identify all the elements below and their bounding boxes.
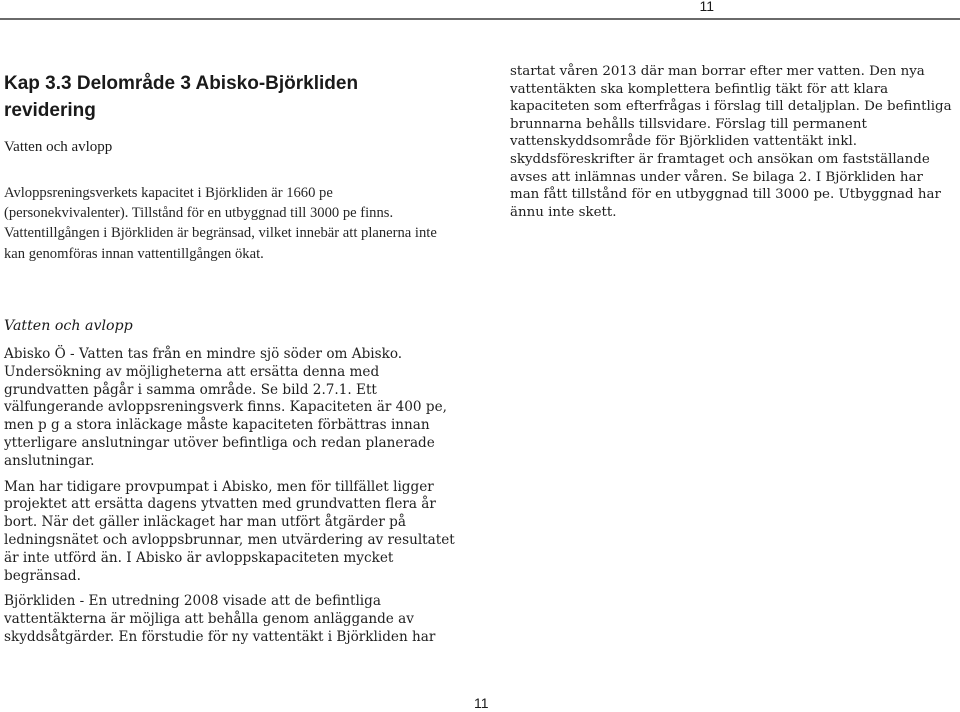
bottom-text — [4, 346, 462, 655]
section-heading: Vatten och avlopp — [4, 318, 133, 334]
left-paragraph: Avloppsreningsverkets kapacitet i Björkliden är 1660 pe (personekvivalenter). Tillstånd för en utbyggnad till 3000 pe finns. — [4, 185, 394, 222]
header-page-number: 11 — [699, 0, 714, 14]
document-title: Kap 3.3 Delområde 3 Abisko-Björkliden revidering — [4, 73, 359, 121]
header-rule — [0, 18, 960, 20]
body-paragraph: Abisko Ö - Vatten tas från en mindre sjö söder om Abisko. Undersökning av möjligheterna att ersätta denna med grundvatten pågår i samma område. Se bild 2.7.1. Ett välfungerande avloppsreningsverk finns. Kapaciteten är 400 pe, men p g a stora inläckage måste kapaciteten förbättras innan ytterligare anslutningar utöver befintliga och redan planerade anslutningar. — [4, 346, 447, 469]
right-paragraph: startat våren 2013 där man borrar efter mer vatten. Den nya vattentäkten ska komplettera befintlig täkt för att klara kapaciteten som efterfrågas i förslag till detaljplan. De befintliga brunnarna behålls tillsvidare. Förslag till permanent vattenskyddsområde för Björkliden vattentäkt inkl. skyddsföreskrifter är framtaget och ansökan om fastställande avses att inlämnas under våren. Se bilaga 2. I Björkliden har man fått tillstånd för en utbyggnad till 3000 pe. Utbyggnad har ännu inte skett. — [510, 64, 952, 220]
body-paragraph: Man har tidigare provpumpat i Abisko, men för tillfället ligger projektet att ersätta dagens ytvatten med grundvatten flera år bort. När det gäller inläckaget har man utfört åtgärder på ledningsnätet och avloppsbrunnar, men utvärdering av resultatet är inte utförd än. I Abisko är avloppskapaciteten mycket begränsad. — [4, 478, 455, 584]
left-subheading: Vatten och avlopp — [4, 139, 113, 155]
left-text — [4, 183, 444, 264]
footer-page-number: 11 — [474, 695, 489, 711]
left-paragraph: Vattentillgången i Björkliden är begränsad, vilket innebär att planerna inte kan genomföras innan vattentillgången ökat. — [4, 225, 437, 262]
body-paragraph: Björkliden - En utredning 2008 visade att de befintliga vattentäkterna är möjliga att behålla genom anläggande av skyddsåtgärder. En förstudie för ny vattentäkt i Björkliden har — [4, 593, 436, 645]
right-column — [510, 63, 956, 221]
